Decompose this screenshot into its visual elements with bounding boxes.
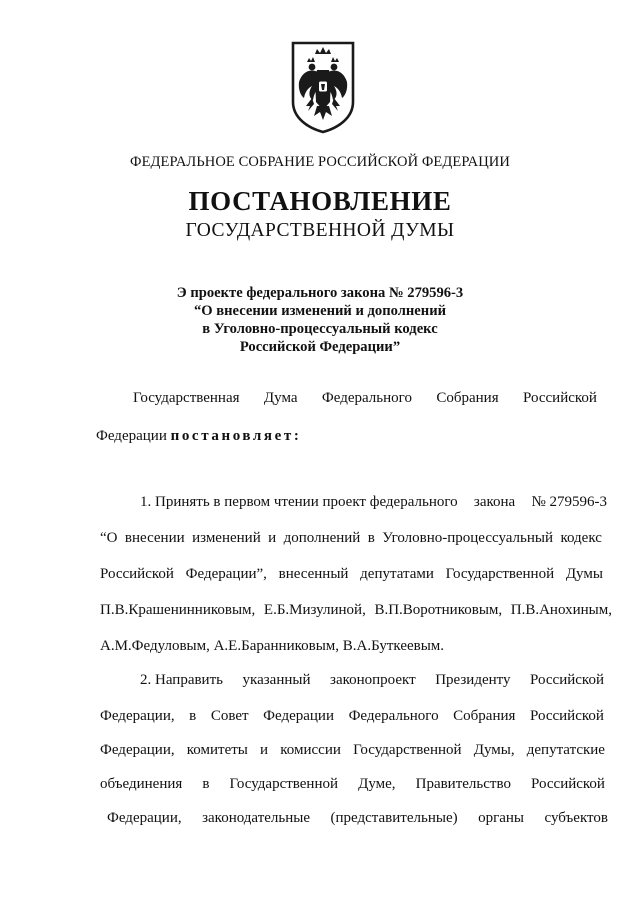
word: Федерации”, [185, 566, 267, 582]
word: Государственной [445, 566, 555, 582]
word: “О [100, 530, 118, 546]
word-group: 1. Принять в первом чтении проект федерального [140, 494, 458, 510]
word: Федерального [348, 708, 439, 724]
word: субъектов [544, 810, 608, 826]
word-group: 2. Направить [140, 672, 223, 688]
word: дополнений [283, 530, 361, 546]
item-2-line [100, 776, 605, 793]
item-2-line [100, 742, 605, 759]
word: Е.Б.Мизулиной, [263, 602, 366, 618]
word: Совет [210, 708, 249, 724]
word: Президенту [435, 672, 511, 688]
word: указанный [242, 672, 311, 688]
word: В.П.Воротниковым, [374, 602, 503, 618]
word: Федерального [321, 390, 412, 406]
word: комиссии [280, 742, 341, 758]
word: П.В.Анохиным, [510, 602, 612, 618]
item-1-line: А.М.Федуловым, А.Е.Баранниковым, В.А.Буткеевым. [100, 638, 445, 654]
preamble-line [96, 428, 301, 445]
word: и [260, 742, 269, 758]
assembly-title: ФЕДЕРАЛЬНОЕ СОБРАНИЕ РОССИЙСКОЙ ФЕДЕРАЦИИ [130, 154, 510, 170]
word: Федерации, [100, 708, 175, 724]
item-1-line [100, 530, 602, 547]
word: законопроект [330, 672, 416, 688]
word: объединения [100, 776, 183, 792]
word: в [189, 708, 197, 724]
word: № 279596-3 [531, 494, 607, 510]
word: депутатами [360, 566, 434, 582]
item-2-line [140, 672, 604, 689]
word: кодекс [560, 530, 602, 546]
word: Думы, [473, 742, 515, 758]
word: Собрания [436, 390, 499, 406]
word: П.В.Крашенинниковым, [100, 602, 256, 618]
word: органы [478, 810, 525, 826]
issuer-title: ГОСУДАРСТВЕННОЙ ДУМЫ [185, 220, 455, 241]
word: законодательные [202, 810, 311, 826]
item-1-line [100, 566, 603, 583]
item-1-line [100, 602, 612, 619]
word: Думе, [358, 776, 396, 792]
word: Собрания [453, 708, 516, 724]
word: Федерации, [100, 742, 175, 758]
item-2-line [100, 708, 604, 725]
word: Российской [100, 566, 174, 582]
word: закона [473, 494, 516, 510]
word: Федерации, [107, 810, 182, 826]
word: Федерации [263, 708, 334, 724]
russian-coat-of-arms-icon [290, 40, 356, 134]
word: и [268, 530, 277, 546]
word: комитеты [186, 742, 248, 758]
word: Государственной [353, 742, 462, 758]
subject-line: “О внесении изменений и дополнений [193, 303, 447, 319]
word: Российской [531, 776, 605, 792]
subject-line: Э проекте федерального закона № 279596-3 [176, 285, 464, 301]
word: Российской [530, 708, 604, 724]
preamble-line [133, 390, 597, 407]
word: Российской [530, 672, 604, 688]
word: Уголовно-процессуальный [382, 530, 554, 546]
subject-block [0, 284, 640, 356]
word: Российской [523, 390, 597, 406]
word: Государственная [133, 390, 240, 406]
subject-line: Российской Федерации” [239, 339, 401, 355]
word: депутатские [526, 742, 605, 758]
resolves-spaced-word: постановляет: [170, 428, 302, 444]
word: (представительные) [330, 810, 458, 826]
word: изменений [192, 530, 261, 546]
word: Думы [565, 566, 603, 582]
word: внесении [124, 530, 185, 546]
item-2-line [107, 810, 608, 827]
word: внесенный [278, 566, 349, 582]
word: Государственной [229, 776, 339, 792]
word: Правительство [415, 776, 511, 792]
word: Федерации [96, 428, 167, 444]
subject-line: в Уголовно-процессуальный кодекс [202, 321, 438, 337]
word: Дума [263, 390, 298, 406]
document-type-title: ПОСТАНОВЛЕНИЕ [188, 186, 452, 216]
word: в [367, 530, 375, 546]
item-1-line [140, 494, 607, 511]
word: в [202, 776, 210, 792]
